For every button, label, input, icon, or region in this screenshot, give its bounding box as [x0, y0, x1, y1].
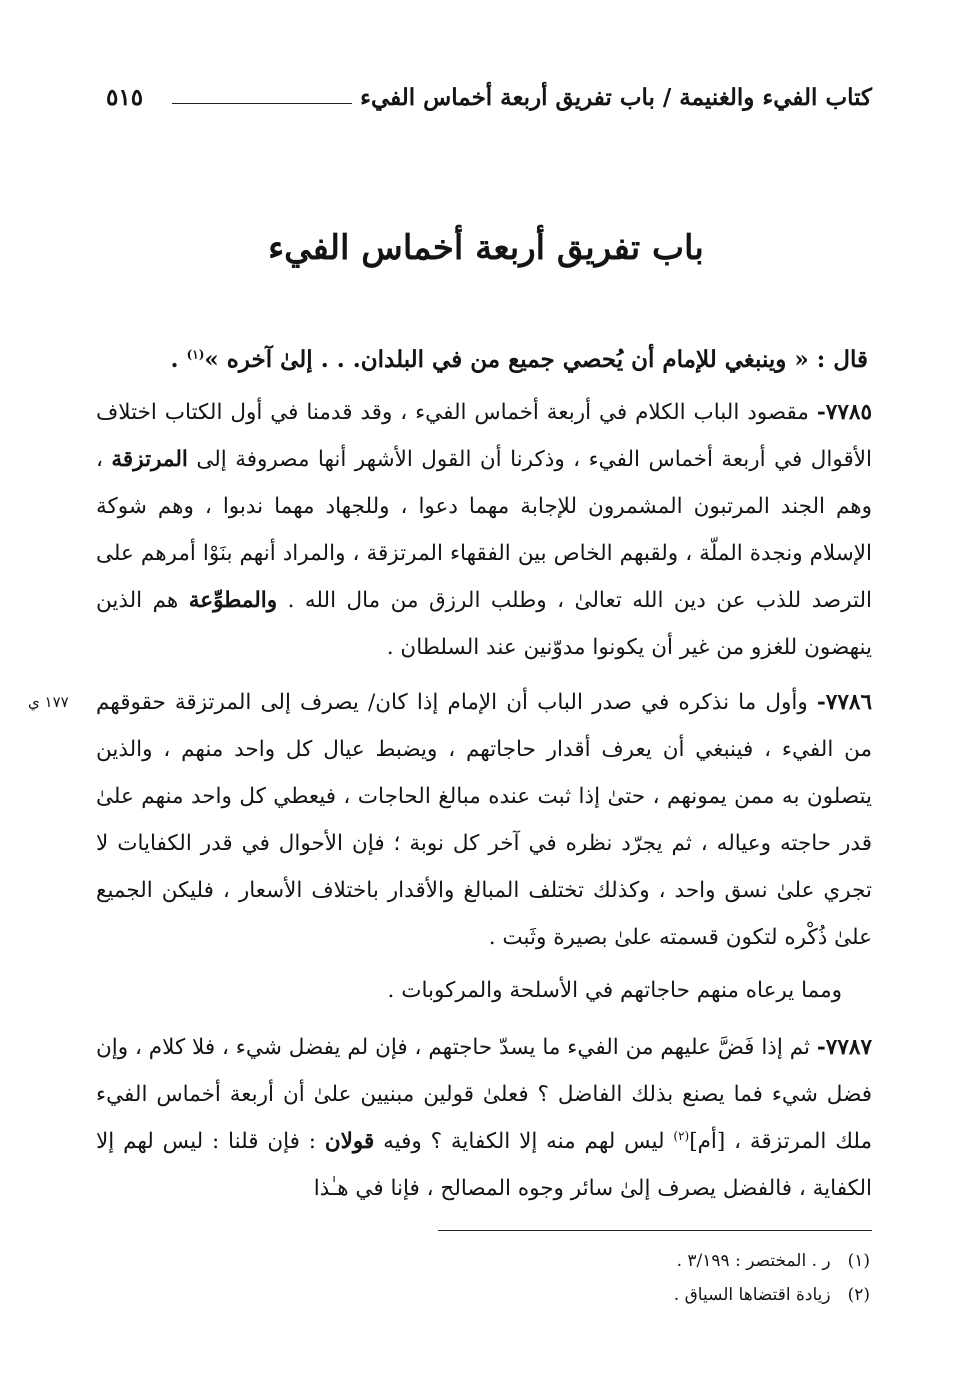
bold-term: قولان: [324, 1129, 375, 1154]
footnote-ref-1[interactable]: (١): [186, 347, 205, 362]
header-rule: [172, 103, 352, 104]
paragraph-number: ٧٧٨٧-: [816, 1035, 872, 1060]
paragraph-text: مقصود الباب الكلام في أربعة أخماس الفيء ، وقد قدمنا في أول الكتاب اختلاف الأقوال في أربعة أخماس الفيء ، وذكرنا أن القول الأشهر أنها مصروفة إلى: [96, 400, 872, 472]
bold-term: المرتزقة: [111, 447, 188, 472]
paragraph-7785: [96, 389, 872, 671]
footnote-text: زيادة اقتضاها السياق .: [673, 1285, 831, 1305]
paragraph-number: ٧٧٨٥-: [816, 400, 872, 425]
paragraph-text: ليس لهم منه إلا الكفاية ؟ وفيه: [374, 1129, 674, 1154]
footnote-mark: (١): [847, 1251, 870, 1271]
paragraph-text: : فإن قلنا : ليس لهم إلا الكفاية ، فالفضل يصرف إلىٰ سائر وجوه المصالح ، فإنا في هـٰذا: [96, 1129, 872, 1201]
intro-text: قال : « وينبغي للإمام أن يُحصي جميع من في البلدان. . . إلىٰ آخره »: [204, 346, 868, 373]
footnote-mark: (٢): [847, 1285, 870, 1305]
paragraph-text: ، وهم الجند المرتبون المشمرون للإجابة مهما دعوا ، وللجهاد مهما ندبوا ، وهم شوكة الإسلام ونجدة الملّة ، ولقبهم الخاص بين الفقهاء المرتزقة ، والمراد أنهم بنَوْا أمرهم على الترصد للذب عن دين الله تعالىٰ ، وطلب الرزق من مال الله .: [96, 447, 872, 613]
footnote-2: [300, 1278, 870, 1312]
running-title: كتاب الفيء والغنيمة / باب تفريق أربعة أخماس الفيء: [360, 84, 872, 111]
paragraph-text: وأول ما نذكره في صدر الباب أن الإمام إذا كان/ يصرف إلى المرتزقة حقوقهم من الفيء ، فينبغي أن يعرف أقدار حاجاتهم ، ويضبط عيال كل واحد منهم ، والذين يتصلون به ممن يمونهم ، حتىٰ إذا ثبت عنده مبالغ الحاجات ، فيعطي كل واحد منهم علىٰ قدر حاجته وعياله ، ثم يجرّد نظره في آخر كل نوبة ؛ فإن الأحوال في قدر الكفايات لا تجري علىٰ نسق واحد ، وكذلك تختلف المبالغ والأقدار باختلاف الأسعار ، فليكن الجميع علىٰ ذُكْره لتكون قسمته علىٰ بصيرة وثَبت .: [96, 690, 872, 950]
intro-end: .: [170, 346, 187, 373]
running-header: [100, 84, 872, 124]
body-text: [28, 336, 872, 1220]
bold-term: والمطوِّعة: [188, 588, 278, 613]
footnote-1: [300, 1244, 870, 1278]
footnote-text: ر . المختصر : ٣/١٩٩ .: [676, 1251, 831, 1271]
chapter-title: باب تفريق أربعة أخماس الفيء: [268, 228, 704, 268]
footnote-rule: [438, 1230, 872, 1231]
paragraph-text: هم الذين ينهضون للغزو من غير أن يكونوا مدوّنين عند السلطان .: [96, 588, 872, 660]
paragraph-text: ثم إذا فَضَّ عليهم من الفيء ما يسدّ حاجتهم ، فإن لم يفضل شيء ، فلا كلام ، وإن فضل شيء فما يصنع بذلك الفاضل ؟ فعلىٰ قولين مبنيين علىٰ أن أربعة أخماس الفيء ملك المرتزقة ، [أم]: [96, 1035, 872, 1154]
paragraph-7786-tail: ومما يرعاه منهم حاجاتهم في الأسلحة والمركوبات .: [387, 978, 842, 1003]
paragraph-7786: [28, 679, 872, 961]
page-number: ٥١٥: [106, 84, 144, 111]
paragraph-7787: [96, 1024, 872, 1212]
footnotes: [300, 1244, 870, 1312]
manuscript-folio-ref: ١٧٧ ي: [28, 693, 69, 711]
intro-quote: [96, 336, 872, 383]
footnote-ref-2[interactable]: (٢): [673, 1128, 690, 1143]
paragraph-number: ٧٧٨٦-: [816, 690, 872, 715]
